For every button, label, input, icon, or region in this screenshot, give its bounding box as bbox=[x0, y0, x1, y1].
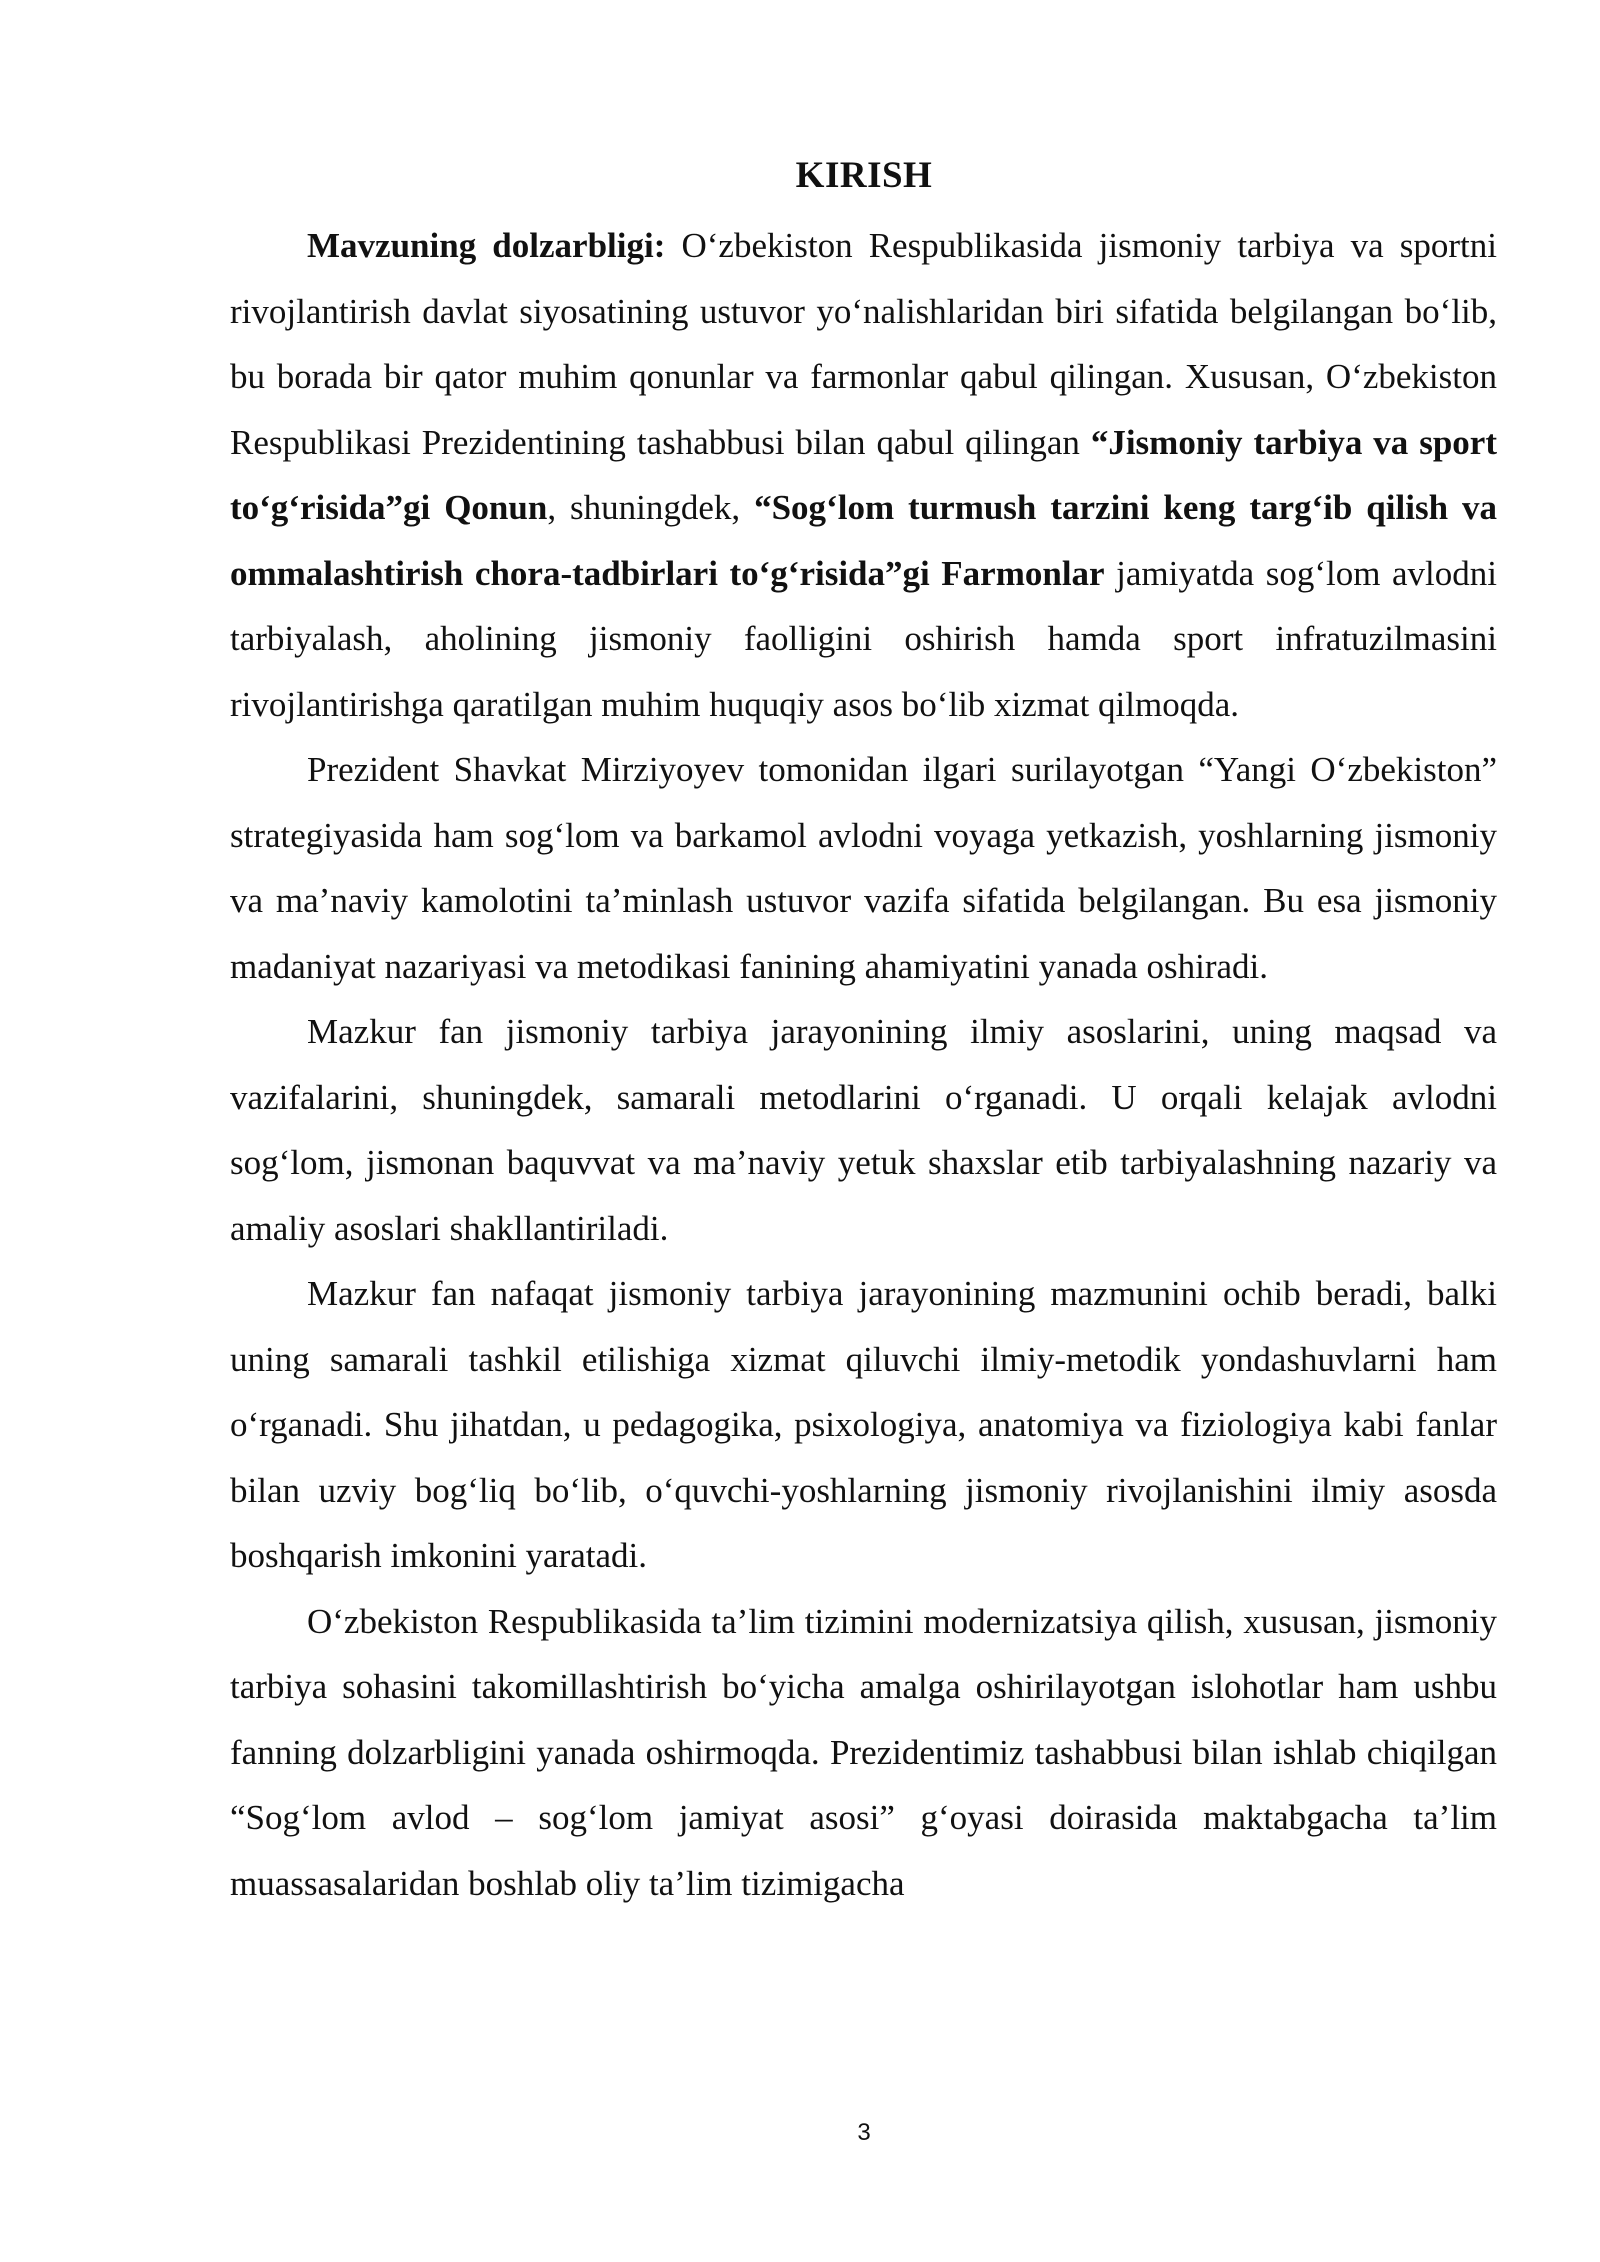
law-title: “Jismoniy tarbiya va sport to‘g‘risida”gi Qonun bbox=[230, 422, 1497, 527]
paragraph-interdisciplinary: Mazkur fan nafaqat jismoniy tarbiya jarayonining mazmunini ochib beradi, balki uning samarali tashkil etilishiga xizmat qiluvchi ilmiy-metodik yondashuvlarni ham o‘rganadi. Shu jihatdan, u pedagogika, psixologiya, anatomiya va fiziologiya kabi fanlar bilan uzviy bog‘liq bo‘lib, o‘quvchi-yoshlarning jismoniy rivojlanishini ilmiy asosda boshqarish imkonini yaratadi. bbox=[230, 1274, 1497, 1575]
paragraph-relevance bbox=[230, 213, 1497, 737]
paragraph-text: O‘zbekiston Respublikasida jismoniy tarbiya va sportni rivojlantirish davlat siyosatining ustuvor yo‘nalishlaridan biri sifatida belgilangan bo‘lib, bu borada bir qator muhim qonunlar va farmonlar qabul qilingan. Xususan, O‘zbekiston Respublikasi Prezidentining tashabbusi bilan qabul qilingan bbox=[230, 226, 1497, 462]
paragraph-text: jamiyatda sog‘lom avlodni tarbiyalash, aholining jismoniy faolligini oshirish hamda sport infratuzilmasini rivojlantirishga qaratilgan muhim huquqiy asos bo‘lib xizmat qilmoqda. bbox=[230, 553, 1497, 724]
page-number: 3 bbox=[857, 2119, 871, 2146]
paragraph-reforms: O‘zbekiston Respublikasida ta’lim tizimini modernizatsiya qilish, xususan, jismoniy tarbiya sohasini takomillashtirish bo‘yicha amalga oshirilayotgan islohotlar ham ushbu fanning dolzarbligini yanada oshirmoqda. Prezidentimiz tashabbusi bilan ishlab chiqilgan “Sog‘lom avlod – sog‘lom jamiyat asosi” g‘oyasi doirasida maktabgacha ta’lim muassasalaridan boshlab oliy ta’lim tizimigacha bbox=[230, 1601, 1497, 1903]
document-body bbox=[230, 213, 1497, 1916]
relevance-lead-label: Mavzuning dolzarbligi: bbox=[307, 226, 666, 265]
decree-title: “Sog‘lom turmush tarzini keng targ‘ib qilish va ommalashtirish chora-tadbirlari to‘g‘risida”gi Farmonlar bbox=[230, 488, 1497, 593]
page-title: KIRISH bbox=[795, 155, 933, 196]
paragraph-strategy: Prezident Shavkat Mirziyoyev tomonidan ilgari surilayotgan “Yangi O‘zbekiston” strategiyasida ham sog‘lom va barkamol avlodni voyaga yetkazish, yoshlarning jismoniy va ma’naviy kamolotini ta’minlash ustuvor vazifa sifatida belgilangan. Bu esa jismoniy madaniyat nazariyasi va metodikasi fanining ahamiyatini yanada oshiradi. bbox=[230, 750, 1497, 986]
paragraph-text: , shuningdek, bbox=[547, 488, 755, 527]
paragraph-subject-scope: Mazkur fan jismoniy tarbiya jarayonining ilmiy asoslarini, uning maqsad va vazifalarini, shuningdek, samarali metodlarini o‘rganadi. U orqali kelajak avlodni sog‘lom, jismonan baquvvat va ma’naviy yetuk shaxslar etib tarbiyalashning nazariy va amaliy asoslari shakllantiriladi. bbox=[230, 1012, 1497, 1248]
